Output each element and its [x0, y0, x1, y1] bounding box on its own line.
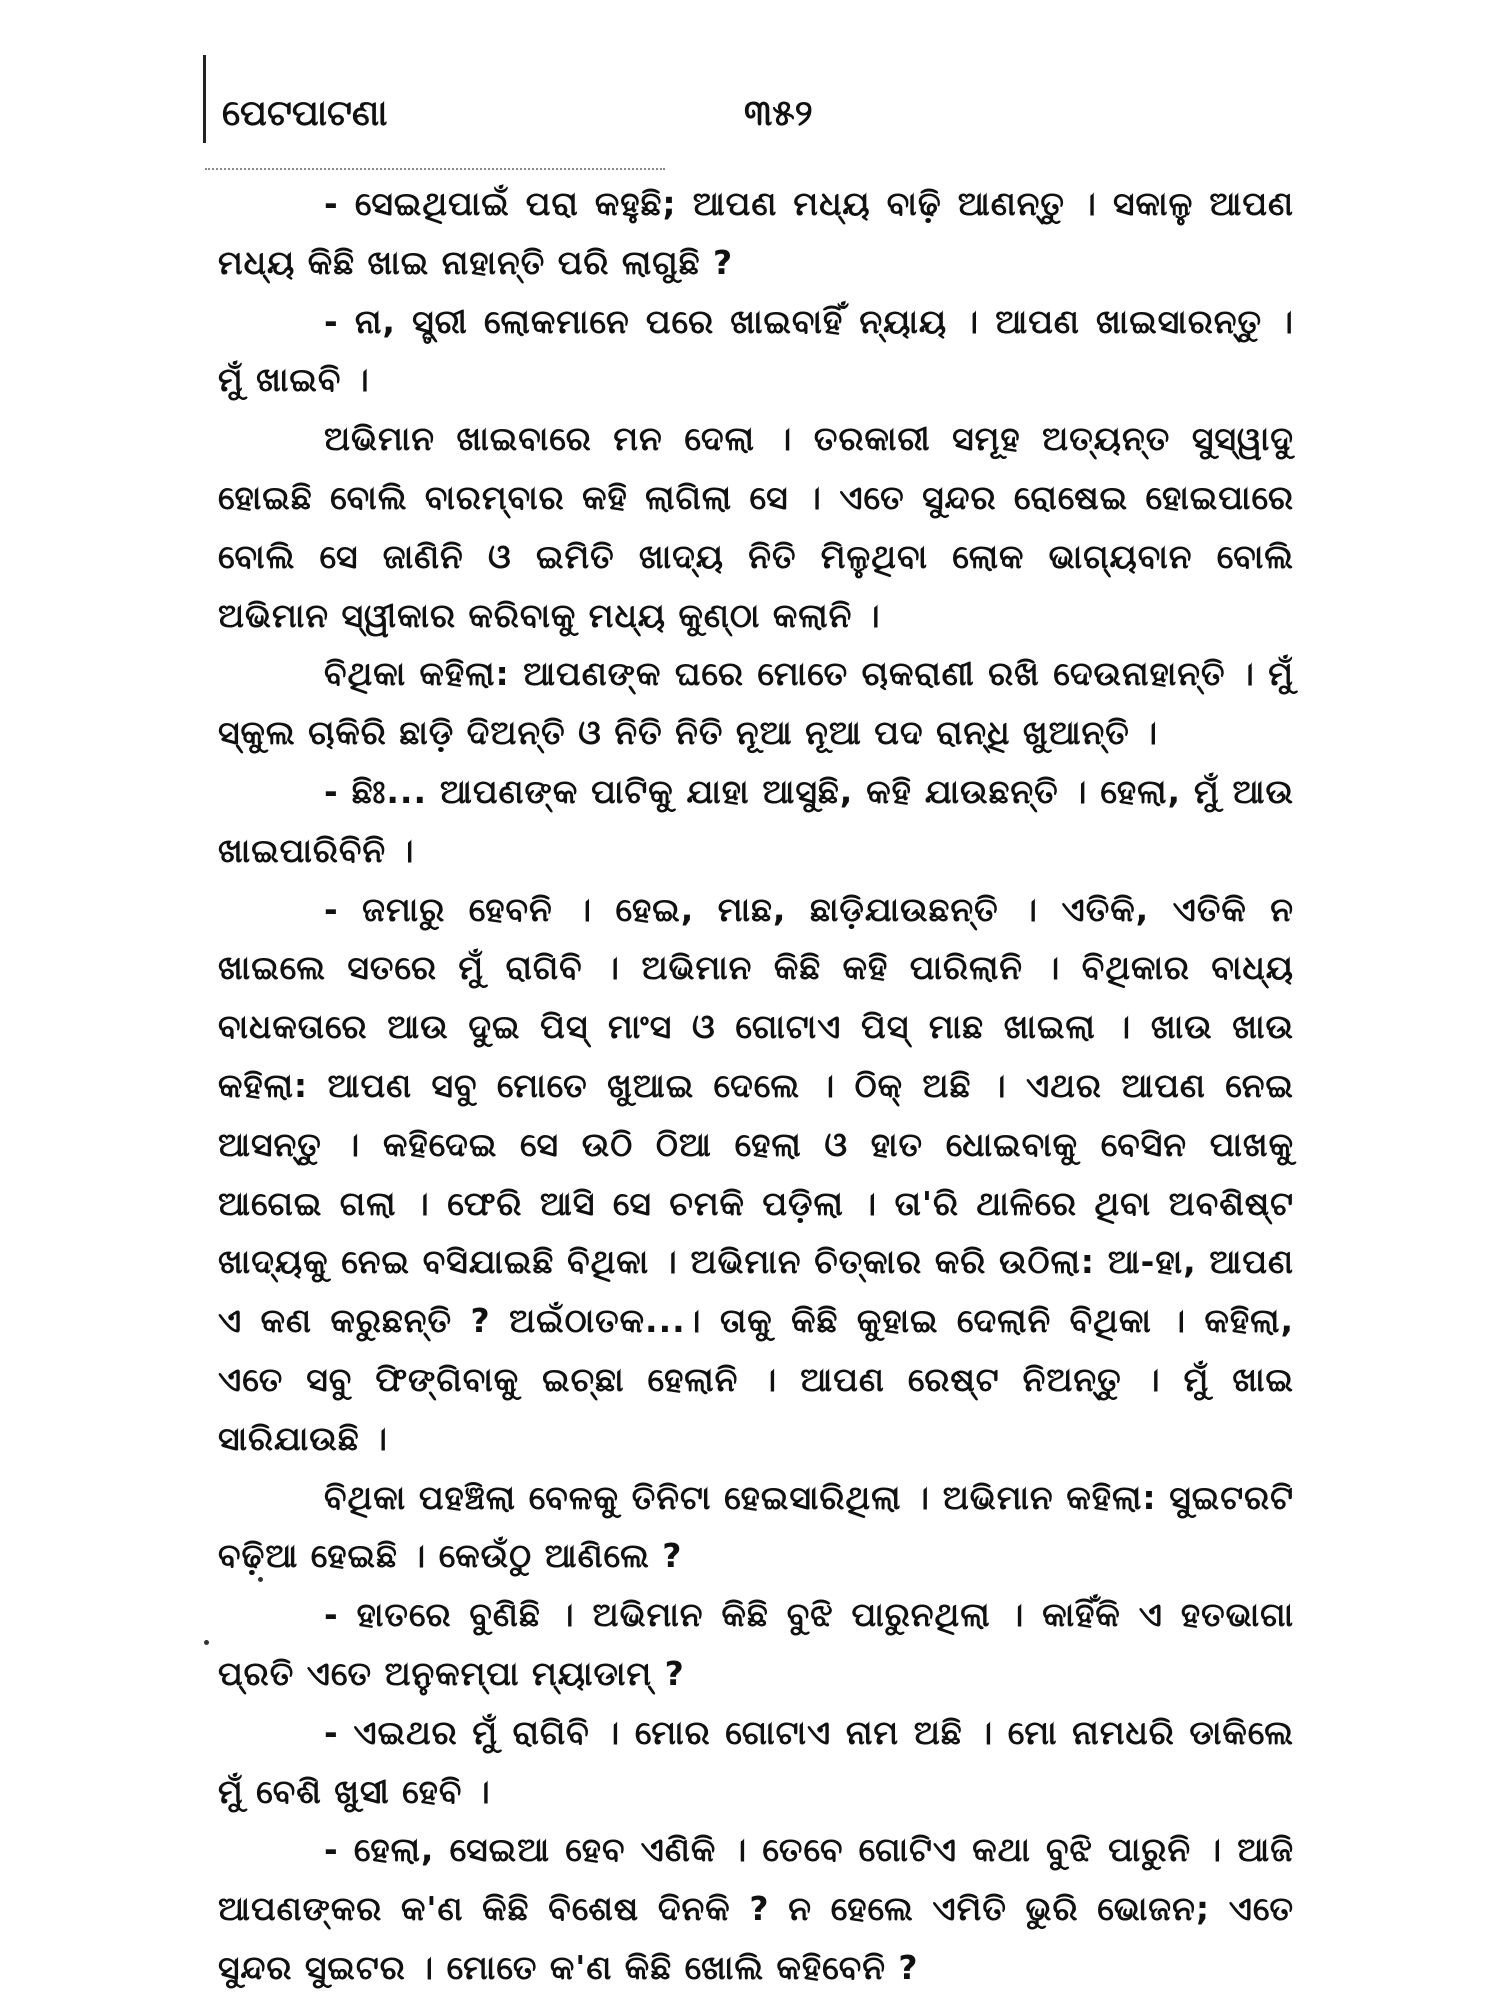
body-text: [218, 175, 1294, 1998]
running-head: ପେଟପାଟଣା: [222, 93, 388, 134]
paragraph: ଅଭିମାନ ଖାଇବାରେ ମନ ଦେଲା । ତରକାରୀ ସମୂହ ଅତ୍ୟନ୍ତ ସୁସ୍ୱାଦୁ ହୋଇଛି ବୋଲି ବାରମ୍ବାର କହି ଲାଗିଲା ସେ । ଏତେ ସୁନ୍ଦର ରୋଷେଇ ହୋଇପାରେ ବୋଲି ସେ ଜାଣିନି ଓ ଇମିତି ଖାଦ୍ୟ ନିତି ମିଳୁଥିବା ଲୋକ ଭାଗ୍ୟବାନ ବୋଲି ଅଭିମାନ ସ୍ୱୀକାର କରିବାକୁ ମଧ୍ୟ କୁଣ୍ଠା କଲାନି ।: [218, 419, 1294, 635]
page-number: ୩୫୨: [744, 93, 813, 134]
paragraph: - ଜମାରୁ ହେବନି । ହେଇ, ମାଛ, ଛାଡ଼ିଯାଉଛନ୍ତି । ଏତିକି, ଏତିକି ନ ଖାଇଲେ ସତରେ ମୁଁ ରାଗିବି । ଅଭିମାନ କିଛି କହି ପାରିଲାନି । ବିଥିକାର ବାଧ୍ୟ ବାଧକତାରେ ଆଉ ଦୁଇ ପିସ୍ ମାଂସ ଓ ଗୋଟାଏ ପିସ୍ ମାଛ ଖାଇଲା । ଖାଉ ଖାଉ କହିଲା: ଆପଣ ସବୁ ମୋତେ ଖୁଆଇ ଦେଲେ । ଠିକ୍ ଅଛି । ଏଥର ଆପଣ ନେଇ ଆସନ୍ତୁ । କହିଦେଇ ସେ ଉଠି ଠିଆ ହେଲା ଓ ହାତ ଧୋଇବାକୁ ବେସିନ ପାଖକୁ ଆଗେଇ ଗଲା । ଫେରି ଆସି ସେ ଚମକି ପଡ଼ିଲା । ତା'ରି ଥାଳିରେ ଥିବା ଅବଶିଷ୍ଟ ଖାଦ୍ୟକୁ ନେଇ ବସିଯାଇଛି ବିଥିକା । ଅଭିମାନ ଚିତ୍କାର କରି ଉଠିଲା: ଆ-ହା, ଆପଣ ଏ କଣ କରୁଛନ୍ତି ? ଅଇଁଠାତକ...। ତାକୁ କିଛି କୁହାଇ ଦେଲାନି ବିଥିକା । କହିଲା, ଏତେ ସବୁ ଫିଙ୍ଗିବାକୁ ଇଚ୍ଛା ହେଲାନି । ଆପଣ ରେଷ୍ଟ ନିଅନ୍ତୁ । ମୁଁ ଖାଇ ସାରିଯାଉଛି ।: [218, 889, 1294, 1458]
paragraph: - ହାତରେ ବୁଣିଛି । ଅଭିମାନ କିଛି ବୁଝି ପାରୁନଥିଲା । କାହିଁକି ଏ ହତଭାଗା ପ୍ରତି ଏତେ ଅନୁକମ୍ପା ମ୍ୟାଡାମ୍ ?: [218, 1595, 1294, 1693]
header-divider: [205, 168, 665, 170]
paragraph: - ହେଲା, ସେଇଆ ହେବ ଏଣିକି । ତେବେ ଗୋଟିଏ କଥା ବୁଝି ପାରୁନି । ଆଜି ଆପଣଙ୍କର କ'ଣ କିଛି ବିଶେଷ ଦିନକି ? ନ ହେଲେ ଏମିତି ଭୁରି ଭୋଜନ; ଏତେ ସୁନ୍ଦର ସୁଇଟର । ମୋତେ କ'ଣ କିଛି ଖୋଲି କହିବେନି ?: [218, 1830, 1294, 1987]
paragraph: - ଏଇଥର ମୁଁ ରାଗିବି । ମୋର ଗୋଟାଏ ନାମ ଅଛି । ମୋ ନାମଧରି ଡାକିଲେ ମୁଁ ବେଶି ଖୁସୀ ହେବି ।: [218, 1712, 1294, 1811]
paragraph: - ନା, ସ୍ତ୍ରୀ ଲୋକମାନେ ପରେ ଖାଇବାହିଁ ନ୍ୟାୟ । ଆପଣ ଖାଇସାରନ୍ତୁ । ମୁଁ ଖାଇବି ।: [218, 301, 1294, 400]
margin-rule: [203, 55, 206, 143]
paragraph: - ସେଇଥିପାଇଁ ପରା କହୁଛି; ଆପଣ ମଧ୍ୟ ବାଢ଼ି ଆଣନ୍ତୁ । ସକାଳୁ ଆପଣ ମଧ୍ୟ କିଛି ଖାଇ ନାହାନ୍ତି ପରି ଲାଗୁଛି ?: [218, 184, 1294, 282]
paragraph: ବିଥିକା କହିଲା: ଆପଣଙ୍କ ଘରେ ମୋତେ ଚାକରାଣୀ ରଖି ଦେଉନାହାନ୍ତି । ମୁଁ ସ୍କୁଲ ଚାକିରି ଛାଡ଼ି ଦିଅନ୍ତି ଓ ନିତି ନିତି ନୂଆ ନୂଆ ପଦ ରାନ୍ଧି ଖୁଆନ୍ତି ।: [218, 654, 1294, 753]
paragraph: ବିଥିକା ପହଞ୍ଚିଲା ବେଳକୁ ତିନିଟା ହେଇସାରିଥିଲା । ଅଭିମାନ କହିଲା: ସୁଇଟରଟି ବଢ଼ିଆ ହେଇଛି । କେଉଁଠୁ ଆଣିଲେ ?: [218, 1477, 1294, 1576]
stray-dot: [204, 1640, 209, 1645]
paragraph: - ଛିଃ... ଆପଣଙ୍କ ପାଟିକୁ ଯାହା ଆସୁଛି, କହି ଯାଉଛନ୍ତି । ହେଲା, ମୁଁ ଆଉ ଖାଇପାରିବିନି ।: [218, 771, 1294, 870]
